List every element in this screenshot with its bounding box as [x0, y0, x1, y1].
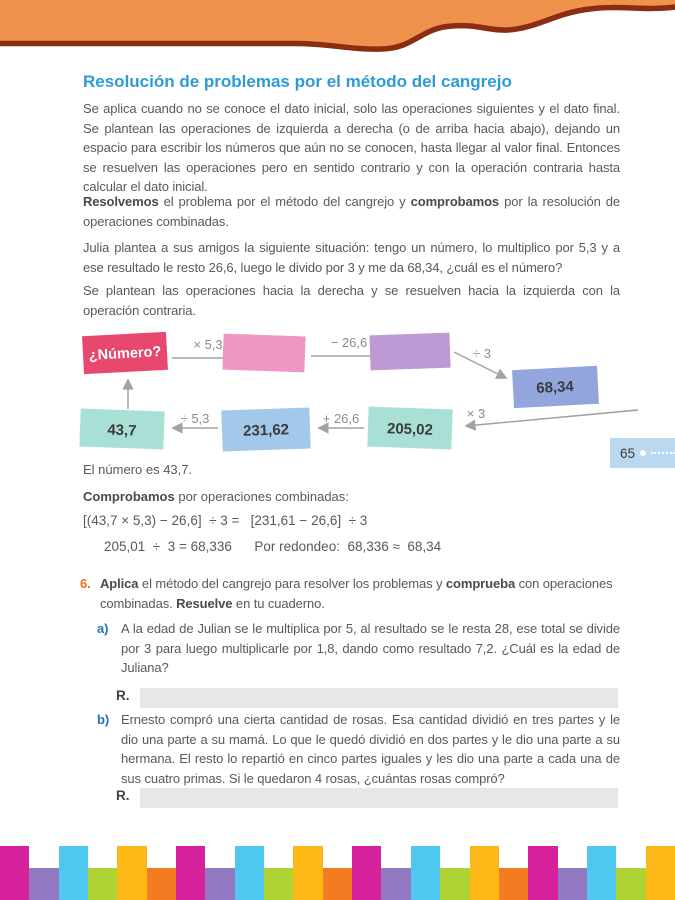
- exercise-6: [80, 574, 620, 613]
- tab-dotted-line: [651, 452, 675, 454]
- item-b-label: b): [97, 712, 110, 727]
- tab-dot-icon: [640, 450, 646, 456]
- box-231-62: [221, 407, 310, 451]
- footer-bar: [88, 868, 117, 900]
- prompt-text-3: en tu cuaderno.: [232, 595, 325, 611]
- page-title: Resolución de problemas por el método del cangrejo: [83, 72, 512, 91]
- intro-paragraph-2: [83, 192, 620, 231]
- box-result-value: 68,34: [535, 378, 575, 397]
- label-times-3: × 3: [466, 406, 486, 421]
- page-number: 65: [620, 445, 636, 461]
- box-43-7-value: 43,7: [107, 421, 137, 440]
- bold-comprobamos: comprobamos: [410, 194, 500, 209]
- footer-bar: [0, 846, 29, 900]
- answer-a-blank: [140, 688, 618, 708]
- footer-bar: [293, 846, 322, 900]
- footer-bar: [176, 846, 205, 900]
- box-205-02-value: 205,02: [386, 420, 434, 439]
- bold-resolvemos: Resolvemos: [83, 194, 159, 209]
- footer-bar: [235, 846, 264, 900]
- box-231-62-value: 231,62: [242, 421, 290, 440]
- label-divide-5-3: ÷ 5,3: [180, 411, 210, 426]
- label-divide-3: ÷ 3: [473, 346, 491, 361]
- box-205-02: [367, 407, 452, 450]
- check-heading: [83, 487, 620, 506]
- crab-method-diagram: [60, 325, 645, 457]
- item-b-text: Ernesto compró una cierta cantidad de rosas. Esa cantidad dividió en tres partes y le dio una parte a su mamá. Lo que le quedó dividió en dos partes y le dio una parte a su hermana. El resto lo repartió en cinco partes iguales y les dio una parte a cada una de sus cuatro primas. Si le quedaron 4 rosas, ¿cuántas rosas compró?: [121, 712, 620, 786]
- footer-bar: [264, 868, 293, 900]
- bold-comprobamos-2: Comprobamos: [83, 489, 175, 504]
- footer-bar: [147, 868, 176, 900]
- solution-statement: El número es 43,7.: [83, 462, 193, 477]
- footer-bar: [29, 868, 58, 900]
- intro-paragraph-1: Se aplica cuando no se conoce el dato inicial, solo las operaciones siguientes y el dato final. Se plantean las operaciones de izquierda a derecha (o de arriba hacia abajo), dejando un espacio para escribir los números que aún no se conocen, hasta llegar al valor final. Entonces se resuelven las operaciones pero en sentido contrario y con la operación contraria hasta calcular el dato inicial.: [83, 101, 620, 194]
- answer-row-b: [116, 788, 618, 808]
- item-a-label: a): [97, 621, 109, 636]
- arrow-multiply-back: [466, 410, 638, 426]
- answer-row-a: [116, 688, 618, 708]
- box-result-68-34: [512, 366, 599, 408]
- box-43-7: [79, 409, 164, 450]
- footer-bar: [381, 868, 410, 900]
- footer-bar: [616, 868, 645, 900]
- exercise-item-a: [97, 619, 620, 678]
- footer-bar: [117, 846, 146, 900]
- footer-bar: [323, 868, 352, 900]
- prompt-text-1: el método del cangrejo para resolver los problemas y: [138, 576, 446, 591]
- footer-bar: [646, 846, 675, 900]
- exercise-number: 6.: [80, 576, 91, 591]
- box-numero-label: ¿Número?: [88, 344, 162, 364]
- answer-a-label: R.: [116, 688, 130, 703]
- label-times-5-3: × 5,3: [193, 337, 223, 352]
- item-a-text: A la edad de Julian se le multiplica por 5, al resultado se le resta 28, ese total se divide por 3 para luego multiplicarle por 1,8, dando como resultado 7,2. ¿Cuál es la edad de Juliana?: [121, 621, 620, 675]
- footer-bar: [440, 868, 469, 900]
- bold-aplica: Aplica: [100, 576, 139, 591]
- intro-p2-text-2: por la resolución de operaciones combinadas.: [83, 194, 620, 229]
- math-line-2: 205,01 ÷ 3 = 68,336 Por redondeo: 68,336 ≈ 68,34: [104, 539, 442, 554]
- footer-bar: [470, 846, 499, 900]
- bold-resuelve: Resuelve: [176, 595, 233, 611]
- intro-p2-text-1: el problema por el método del cangrejo y: [158, 194, 411, 209]
- label-plus-26-6: + 26,6: [322, 411, 360, 426]
- footer-bar: [205, 868, 234, 900]
- footer-bars: [0, 846, 675, 900]
- answer-b-label: R.: [116, 788, 130, 803]
- exercise-item-b: [97, 710, 620, 788]
- footer-bar: [587, 846, 616, 900]
- box-blank-purple: [369, 333, 450, 371]
- header-wave: [0, 0, 675, 62]
- footer-bar: [528, 846, 557, 900]
- label-minus-26-6: − 26,6: [330, 335, 368, 350]
- footer-bar: [499, 868, 528, 900]
- check-heading-text: por operaciones combinadas:: [174, 489, 349, 504]
- answer-b-blank: [140, 788, 618, 808]
- exercise-prompt: [100, 574, 620, 613]
- problem-statement: Julia plantea a sus amigos la siguiente situación: tengo un número, lo multiplico por 5,3 y a ese resultado le resto 26,6, luego le divido por 3 y me da 68,34, ¿cuál es el número?: [83, 240, 620, 275]
- prompt-text-2: con operaciones combinadas.: [100, 576, 613, 611]
- bold-comprueba: comprueba: [445, 576, 516, 591]
- footer-bar: [411, 846, 440, 900]
- math-line-1: [(43,7 × 5,3) − 26,6] ÷ 3 = [231,61 − 26,6] ÷ 3: [83, 513, 368, 528]
- box-blank-pink: [222, 334, 305, 373]
- method-note: Se plantean las operaciones hacia la derecha y se resuelven hacia la izquierda con la operación contraria.: [83, 283, 620, 318]
- footer-bar: [558, 868, 587, 900]
- box-numero: [82, 332, 168, 374]
- footer-bar: [59, 846, 88, 900]
- footer-bar: [352, 846, 381, 900]
